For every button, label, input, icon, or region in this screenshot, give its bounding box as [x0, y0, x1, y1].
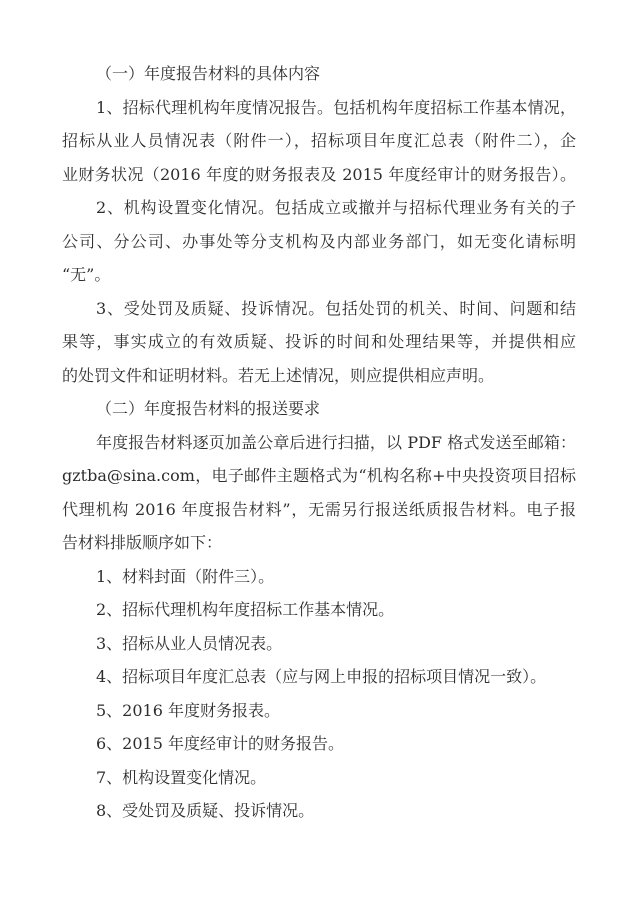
list-item-6: 6、2015 年度经审计的财务报告。: [96, 734, 344, 753]
para-3-line-2: 果等，事实成立的有效质疑、投诉的时间和处理结果等，并提供相应: [62, 332, 576, 351]
para-4-line-1: 年度报告材料逐页加盖公章后进行扫描，以 PDF 格式发送至邮箱：: [96, 432, 576, 452]
list-item-1: 1、材料封面（附件三）。: [96, 566, 275, 586]
para-2-line-1: 2、机构设置变化情况。包括成立或撤并与招标代理业务有关的子: [96, 198, 576, 217]
section-1-heading: （一）年度报告材料的具体内容: [96, 64, 321, 83]
list-item-5: 5、2016 年度财务报表。: [96, 700, 280, 720]
para-3-line-1: 3、受处罚及质疑、投诉情况。包括处罚的机关、时间、问题和结: [96, 298, 576, 318]
para-1-line-1: 1、招标代理机构年度情况报告。包括机构年度招标工作基本情况，: [96, 97, 576, 117]
para-4-line-2-email: gztba@sina.com，电子邮件主题格式为“机构名称+中央投资项目招标: [62, 466, 576, 485]
list-item-8: 8、受处罚及质疑、投诉情况。: [96, 801, 315, 820]
para-4-line-3: 代理机构 2016 年度报告材料”，无需另行报送纸质报告材料。电子报: [62, 499, 576, 519]
para-2-line-3: “无”。: [62, 265, 111, 284]
list-item-3: 3、招标从业人员情况表。: [96, 633, 283, 653]
para-1-line-3: 业财务状况（2016 年度的财务报表及 2015 年度经审计的财务报告）。: [62, 164, 576, 184]
list-item-2: 2、招标代理机构年度招标工作基本情况。: [96, 600, 395, 619]
document-body: [62, 57, 576, 828]
list-item-4: 4、招标项目年度汇总表（应与网上申报的招标项目情况一致）。: [96, 667, 547, 686]
para-3-line-3: 的处罚文件和证明材料。若无上述情况，则应提供相应声明。: [62, 365, 495, 385]
para-4-line-4: 告材料排版顺序如下：: [62, 533, 223, 552]
para-1-line-2: 招标从业人员情况表（附件一），招标项目年度汇总表（附件二），企: [62, 131, 576, 150]
section-2-heading: （二）年度报告材料的报送要求: [96, 399, 321, 418]
para-2-line-2: 公司、分公司、办事处等分支机构及内部业务部门，如无变化请标明: [62, 231, 576, 251]
list-item-7: 7、机构设置变化情况。: [96, 767, 267, 787]
